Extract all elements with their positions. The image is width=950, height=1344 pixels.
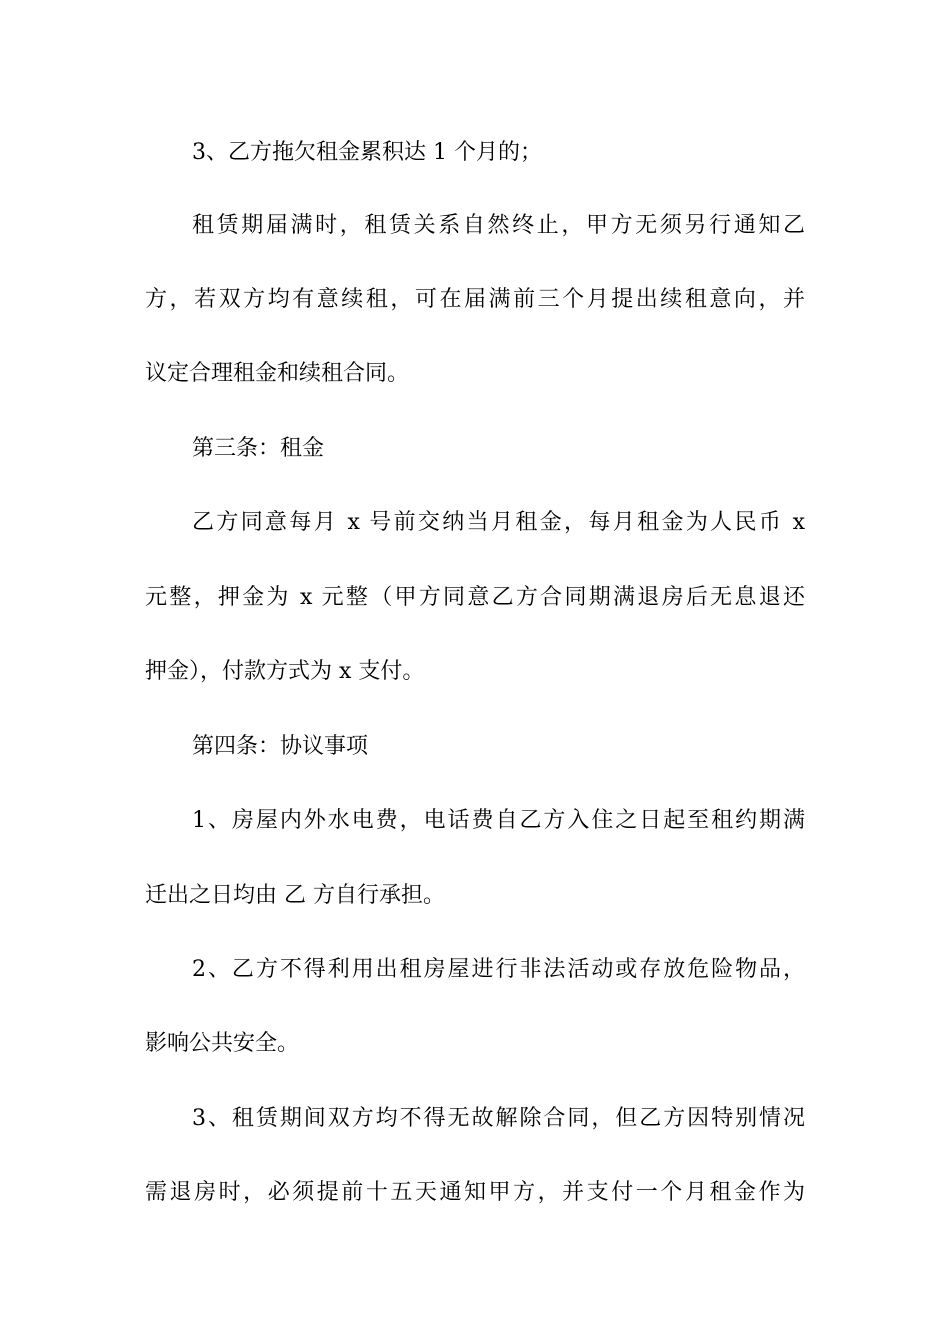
clause-2-prohibited-use-line-1: 2、乙方不得利用出租房屋进行非法活动或存放危险物品，	[192, 957, 805, 982]
rent-paragraph-line-1: 乙方同意每月 x 号前交纳当月租金，每月租金为人民币 x	[192, 510, 805, 535]
lease-expiry-paragraph-line-1: 租赁期届满时，租赁关系自然终止，甲方无须另行通知乙	[192, 213, 805, 238]
lease-expiry-paragraph-line-2: 方，若双方均有意续租，可在届满前三个月提出续租意向，并	[145, 287, 805, 312]
article-4-heading: 第四条：协议事项	[192, 734, 369, 759]
rent-paragraph-line-2: 元整，押金为 x 元整（甲方同意乙方合同期满退房后无息退还	[145, 585, 805, 610]
rent-paragraph-line-3: 押金），付款方式为 x 支付。	[145, 659, 425, 684]
clause-1-utilities-line-1: 1、房屋内外水电费，电话费自乙方入住之日起至租约期满	[192, 808, 805, 833]
article-3-heading: 第三条：租金	[192, 436, 325, 461]
lease-expiry-paragraph-line-3: 议定合理租金和续租合同。	[145, 361, 410, 386]
clause-3-termination-line-1: 3、租赁期间双方均不得无故解除合同，但乙方因特别情况	[192, 1106, 805, 1131]
clause-3-termination-line-2: 需退房时，必须提前十五天通知甲方，并支付一个月租金作为	[145, 1180, 805, 1205]
clause-1-utilities-line-2: 迁出之日均由 乙 方自行承担。	[145, 883, 445, 908]
clause-2-prohibited-use-line-2: 影响公共安全。	[145, 1031, 300, 1056]
clause-3-overdue-rent: 3、乙方拖欠租金累积达 1 个月的；	[192, 140, 542, 165]
